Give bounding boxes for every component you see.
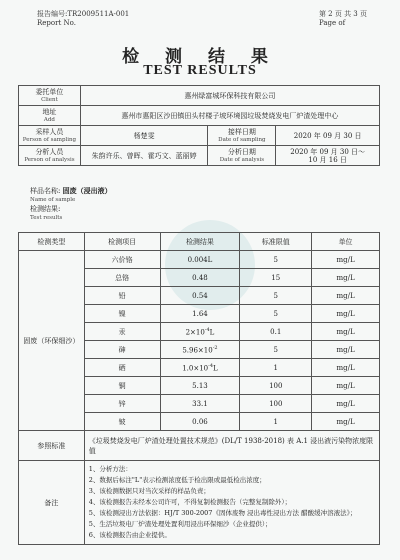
notes-row [19, 461, 380, 545]
note-line: 3、该检测数据只对当次采样的样品负责； [88, 487, 210, 495]
report-number: 报告编号:TR2009511A-001 Report No. [37, 10, 130, 27]
reference-text: 《垃圾焚烧发电厂炉渣处理处置技术规范》(DL/T 1938-2018) 表 A.1 浸出液污染物浓度限值 [84, 431, 379, 461]
analysis-date-label: 分析日期 Date of analysis [208, 146, 276, 166]
result-cell: $2\times 10^{-4}L$ [160, 323, 240, 341]
note-line: 6、该检测报告由企业提供。 [88, 531, 171, 539]
header-cell: 检测项目 [84, 233, 160, 251]
analysis-row [19, 146, 380, 166]
limit-cell: 5 [240, 341, 312, 359]
header-cell: 检测结果 [160, 233, 240, 251]
note-line: 1、分析方法： [88, 465, 132, 473]
sampling-row [19, 126, 380, 146]
unit-cell: mg/L [312, 359, 380, 377]
item-cell: 硒 [84, 359, 160, 377]
header-cell: 检测类型 [19, 233, 85, 251]
reference-label: 参照标准 [19, 431, 85, 461]
limit-cell: 5 [240, 287, 312, 305]
unit-cell: mg/L [312, 413, 380, 431]
reference-row [19, 431, 380, 461]
item-cell: 锌 [84, 395, 160, 413]
client-row [19, 86, 380, 106]
result-cell: 1.64 [160, 305, 240, 323]
address-value: 惠州市惠阳区沙田镇田头村楼子坡环境园垃圾焚烧发电厂炉渣处理中心 [80, 106, 379, 126]
item-cell: 汞 [84, 323, 160, 341]
result-cell: 5.13 [160, 377, 240, 395]
result-cell: $1.0\times 10^{-4}L$ [160, 359, 240, 377]
item-cell: 砷 [84, 341, 160, 359]
note-line: 5、该检测浸出方法依据：HJ/T 300-2007《固体废物 浸出毒性浸出方法 醋酸缓冲溶液法》； [88, 509, 357, 517]
limit-cell: 5 [240, 305, 312, 323]
item-cell: 铜 [84, 377, 160, 395]
item-cell: 铍 [84, 413, 160, 431]
address-label: 地址 Add [19, 106, 81, 126]
title-cn: 检 测 结 果 [122, 47, 278, 67]
unit-cell: mg/L [312, 269, 380, 287]
unit-cell: mg/L [312, 287, 380, 305]
page-indicator: 第 2 页 共 3 页 Page of [318, 10, 367, 27]
results-header-row [19, 233, 380, 251]
info-table [18, 85, 380, 166]
table-row [19, 251, 380, 269]
analysis-date-value: 2020 年 09 月 30 日～ 10 月 16 日 [276, 146, 380, 166]
limit-cell: 1 [240, 359, 312, 377]
header-cell: 单位 [312, 233, 380, 251]
address-row [19, 106, 380, 126]
item-cell: 铅 [84, 287, 160, 305]
notes-text [84, 461, 379, 545]
unit-cell: mg/L [312, 377, 380, 395]
item-cell: 六价铬 [84, 251, 160, 269]
item-cell: 镍 [84, 305, 160, 323]
note-line: 2、数据后标注"L"表示检测浓度低于检出限或最低检出浓度； [88, 476, 266, 484]
result-cell: 0.06 [160, 413, 240, 431]
limit-cell: 1 [240, 413, 312, 431]
notes-label: 备注 [19, 461, 85, 545]
result-cell: 0.54 [160, 287, 240, 305]
limit-cell: 100 [240, 377, 312, 395]
limit-cell: 0.1 [240, 323, 312, 341]
result-cell: 33.1 [160, 395, 240, 413]
analyst-label: 分析人员 Person of analysis [19, 146, 81, 166]
test-type-cell: 固废（环保细沙） [19, 251, 85, 431]
sample-info: 样品名称: 固废（浸出液） Name of sample 检测结果: Test results [30, 186, 112, 221]
result-cell: 0.48 [160, 269, 240, 287]
limit-cell: 15 [240, 269, 312, 287]
sample-name: 样品名称: 固废（浸出液） [30, 186, 112, 195]
client-label: 委托单位 Client [19, 86, 81, 106]
limit-cell: 100 [240, 395, 312, 413]
sampling-date-label: 接样日期 Date of sampling [208, 126, 276, 146]
note-line: 4、该检测报告未经本公司许可，不得复制检测报告（完整复制除外）； [88, 498, 292, 506]
sampler-value: 杨楚雯 [80, 126, 208, 146]
result-cell: $5.96\times 10^{-2}$ [160, 341, 240, 359]
item-cell: 总铬 [84, 269, 160, 287]
limit-cell: 5 [240, 251, 312, 269]
note-line: 5、生活垃圾电厂炉渣处理处置利用浸出环保细沙（企业提供）； [88, 520, 272, 528]
results-table [18, 232, 380, 545]
result-label: 检测结果: [30, 205, 61, 213]
client-value: 惠州绿富城环保科技有限公司 [80, 86, 379, 106]
unit-cell: mg/L [312, 323, 380, 341]
sampling-date-value: 2020 年 09 月 30 日 [276, 126, 380, 146]
unit-cell: mg/L [312, 305, 380, 323]
header-cell: 标准限值 [240, 233, 312, 251]
title-en: TEST RESULTS [143, 63, 257, 78]
unit-cell: mg/L [312, 341, 380, 359]
analyst-value: 朱韵许乐、曾晖、霍巧文、蓝丽婷 [80, 146, 208, 166]
unit-cell: mg/L [312, 251, 380, 269]
result-cell: 0.004L [160, 251, 240, 269]
sampler-label: 采样人员 Person of sampling [19, 126, 81, 146]
unit-cell: mg/L [312, 395, 380, 413]
